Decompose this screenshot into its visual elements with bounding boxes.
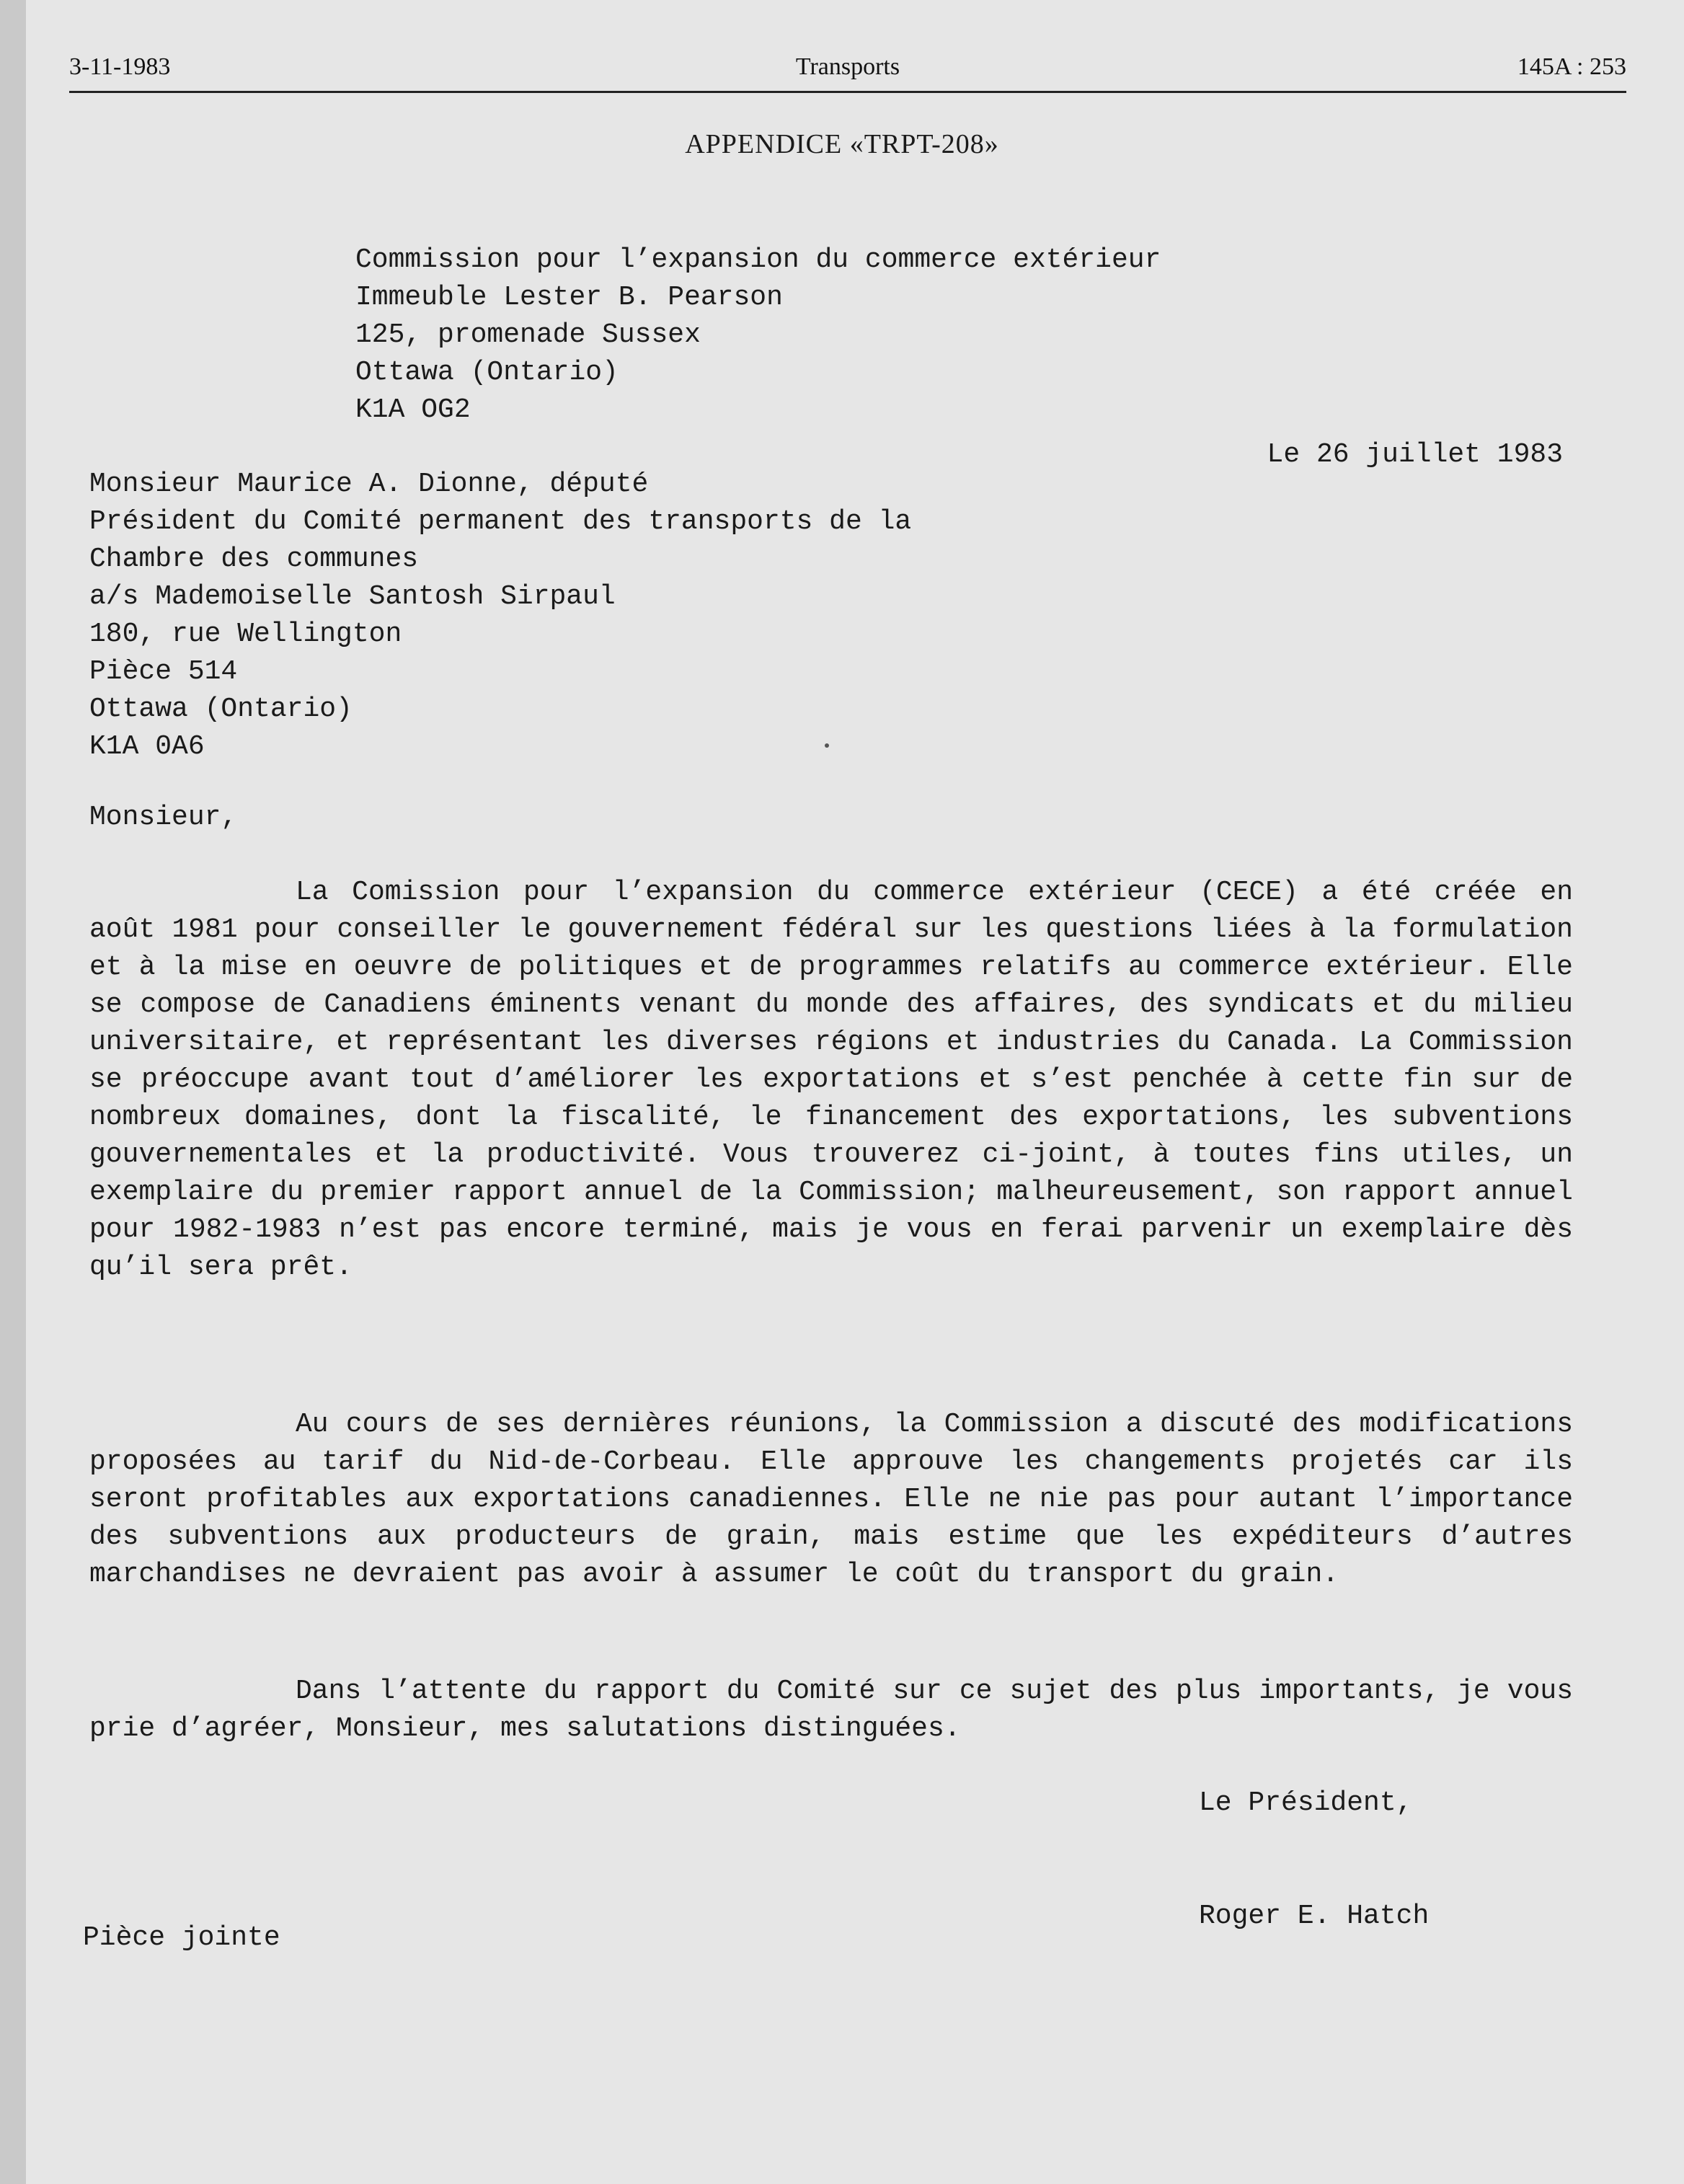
letter-date: Le 26 juillet 1983 [1267,439,1563,470]
page-header [69,53,1626,92]
body-paragraph-2: Au cours de ses dernières réunions, la Commission a discuté des modifications proposées au tarif du Nid-de-Corbeau. Elle approuve les changements projetés car ils seront profitables aux exportations canadiennes. Elle ne nie pas pour autant l’importance des subventions aux producteurs de grain, mais estime que les expéditeurs d’autres marchandises ne devraient pas avoir à assumer le coût du transport du grain. [89,1409,1573,1590]
header-date: 3-11-1983 [69,53,171,80]
header-rule [69,91,1626,93]
enclosure-note: Pièce jointe [83,1922,280,1953]
appendix-title: APPENDICE «TRPT-208» [685,129,999,159]
scan-speck [825,743,829,748]
recipient-address [89,466,911,766]
address-line: K1A 0A6 [89,731,205,762]
binding-edge [0,0,26,2184]
address-line: Pièce 514 [89,656,238,687]
body-paragraph-3: Dans l’attente du rapport du Comité sur ce sujet des plus importants, je vous prie d’agréer, Monsieur, mes salutations distinguées. [89,1676,1573,1744]
address-line: 125, promenade Sussex [355,319,701,350]
header-page-ref: 145A : 253 [1517,53,1626,80]
address-line: Chambre des communes [89,544,419,575]
address-line: K1A OG2 [355,394,471,425]
body-paragraph-1: La Comission pour l’expansion du commerce extérieur (CECE) a été créée en août 1981 pour conseiller le gouvernement fédéral sur les questions liées à la formulation et à la mise en oeuvre de politiques et de programmes relatifs au commerce extérieur. Elle se compose de Canadiens éminents venant du monde des affaires, des syndicats et du milieu universitaire, et représentant les diverses régions et industries du Canada. La Commission se préoccupe avant tout d’améliorer les exportations et s’est penchée à cette fin sur de nombreux domaines, dont la fiscalité, le financement des exportations, les subventions gouvernementales et la productivité. Vous trouverez ci-joint, à toutes fins utiles, un exemplaire du premier rapport annuel de la Commission; malheureusement, son rapport annuel pour 1982-1983 n’est pas encore terminé, mais je vous en ferai parvenir un exemplaire dès qu’il sera prêt. [89,877,1573,1283]
address-line: Immeuble Lester B. Pearson [355,282,783,313]
salutation: Monsieur, [89,802,238,833]
sender-address [355,242,1161,429]
address-line: a/s Mademoiselle Santosh Sirpaul [89,581,616,612]
address-line: Ottawa (Ontario) [89,694,353,725]
header-section: Transports [795,53,900,80]
signatory-name: Roger E. Hatch [1199,1901,1430,1932]
address-line: 180, rue Wellington [89,619,402,650]
address-line: Commission pour l’expansion du commerce extérieur [355,244,1161,275]
address-line: Monsieur Maurice A. Dionne, député [89,469,649,500]
closing-title: Le Président, [1199,1787,1413,1818]
address-line: Ottawa (Ontario) [355,357,619,388]
address-line: Président du Comité permanent des transports de la [89,506,912,537]
